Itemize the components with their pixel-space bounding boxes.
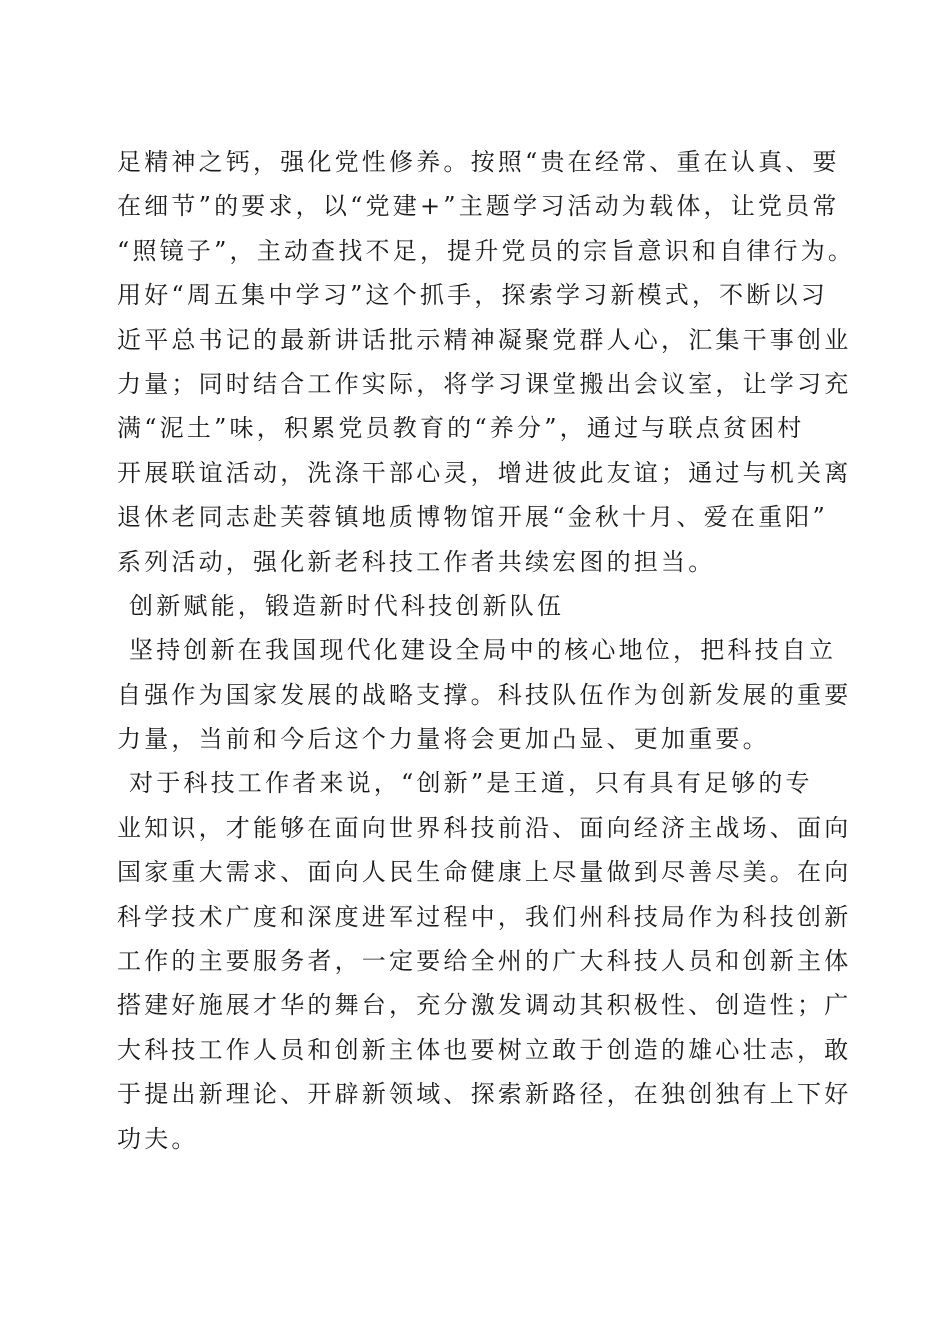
text-line: 大科技工作人员和创新主体也要树立敢于创造的雄心壮志，敢 bbox=[117, 1035, 852, 1064]
document-body bbox=[117, 140, 856, 1161]
text-line: 业知识，才能够在面向世界科技前沿、面向经济主战场、面向 bbox=[117, 813, 852, 842]
text-line: 足精神之钙，强化党性修养。按照“贵在经常、重在认真、要 bbox=[117, 148, 840, 176]
text-line: 坚持创新在我国现代化建设全局中的核心地位，把科技自立 bbox=[129, 636, 837, 665]
text-line: 开展联谊活动，洗涤干部心灵，增进彼此友谊；通过与机关离 bbox=[117, 458, 852, 487]
text-line: 在细节”的要求，以“党建+”主题学习活动为载体，让党员常 bbox=[117, 192, 840, 221]
text-line: 自强作为国家发展的战略支撑。科技队伍作为创新发展的重要 bbox=[117, 680, 852, 709]
text-line: 功夫。 bbox=[117, 1124, 199, 1153]
text-line: 用好“周五集中学习”这个抓手，探索学习新模式，不断以习 bbox=[117, 281, 828, 310]
text-line: 满“泥土”味，积累党员教育的“养分”，通过与联点贫困村 bbox=[117, 414, 805, 443]
text-line: 于提出新理论、开辟新领域、探索新路径，在独创独有上下好 bbox=[117, 1080, 852, 1109]
text-line: 力量，当前和今后这个力量将会更加凸显、更加重要。 bbox=[117, 725, 770, 754]
text-line: 科学技术广度和深度进军过程中，我们州科技局作为科技创新 bbox=[117, 902, 852, 931]
text-line: 工作的主要服务者，一定要给全州的广大科技人员和创新主体 bbox=[117, 947, 852, 976]
text-line: 近平总书记的最新讲话批示精神凝聚党群人心，汇集干事创业 bbox=[117, 325, 852, 354]
text-line: 国家重大需求、面向人民生命健康上尽量做到尽善尽美。在向 bbox=[117, 858, 852, 887]
text-line: 退休老同志赴芙蓉镇地质博物馆开展“金秋十月、爱在重阳” bbox=[117, 503, 828, 532]
text-line: 系列活动，强化新老科技工作者共续宏图的担当。 bbox=[117, 547, 716, 576]
text-line: “照镜子”，主动查找不足，提升党员的宗旨意识和自律行为。 bbox=[117, 236, 856, 265]
text-line: 力量；同时结合工作实际，将学习课堂搬出会议室，让学习充 bbox=[117, 369, 852, 398]
section-heading: 创新赋能，锻造新时代科技创新队伍 bbox=[129, 591, 565, 620]
text-line: 对于科技工作者来说，“创新”是王道，只有具有足够的专 bbox=[129, 769, 813, 798]
text-line: 搭建好施展才华的舞台，充分激发调动其积极性、创造性；广 bbox=[117, 991, 852, 1020]
